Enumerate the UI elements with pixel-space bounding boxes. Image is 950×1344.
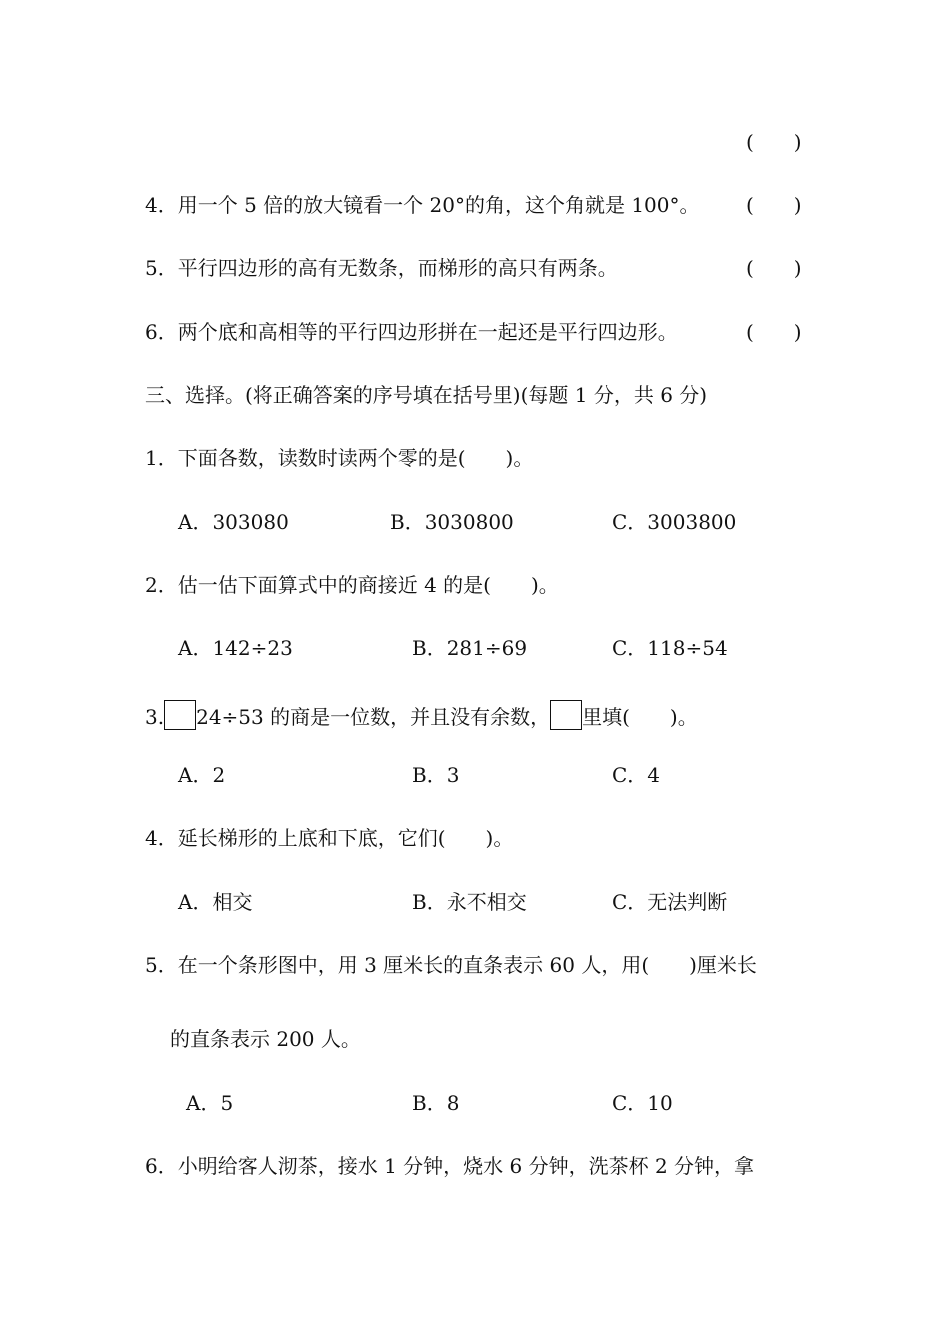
blank-box (550, 700, 582, 730)
judge-paren-6: ( ) (746, 320, 802, 344)
question-6-stem: 6．小明给客人沏茶，接水 1 分钟，烧水 6 分钟，洗茶杯 2 分钟，拿 (145, 1154, 755, 1178)
question-3-option-b: B．3 (412, 763, 460, 787)
question-2-option-c: C．118÷54 (612, 636, 728, 660)
question-5-option-c: C．10 (612, 1091, 673, 1115)
question-4-option-a: A．相交 (178, 890, 253, 914)
judge-item-5: 5．平行四边形的高有无数条，而梯形的高只有两条。 (145, 256, 618, 280)
question-2-option-b: B．281÷69 (412, 636, 528, 660)
question-5-option-a: A．5 (186, 1091, 234, 1115)
question-3-option-a: A．2 (178, 763, 226, 787)
judge-paren-5: ( ) (746, 256, 802, 280)
question-4-option-b: B．永不相交 (412, 890, 527, 914)
question-5-stem-line-1: 5．在一个条形图中，用 3 厘米长的直条表示 60 人，用( )厘米长 (145, 953, 757, 977)
question-1-stem: 1．下面各数，读数时读两个零的是( )。 (145, 446, 534, 470)
question-5-stem-line-2: 的直条表示 200 人。 (170, 1027, 361, 1051)
judge-item-4: 4．用一个 5 倍的放大镜看一个 20°的角，这个角就是 100°。 (145, 193, 700, 217)
question-2-stem: 2．估一估下面算式中的商接近 4 的是( )。 (145, 573, 559, 597)
question-4-stem: 4．延长梯形的上底和下底，它们( )。 (145, 826, 514, 850)
section-heading: 三、选择。(将正确答案的序号填在括号里)(每题 1 分，共 6 分) (145, 383, 708, 407)
question-3-stem (145, 700, 698, 730)
question-1-option-a: A．303080 (178, 510, 289, 534)
judge-paren-4: ( ) (746, 193, 802, 217)
question-2-option-a: A．142÷23 (178, 636, 293, 660)
blank-box (164, 700, 196, 730)
question-1-option-b: B．3030800 (390, 510, 514, 534)
question-3-option-c: C．4 (612, 763, 661, 787)
judge-paren-prev: ( ) (746, 130, 802, 154)
judge-item-6: 6．两个底和高相等的平行四边形拼在一起还是平行四边形。 (145, 320, 678, 344)
question-3-middle: 24÷53 的商是一位数，并且没有余数， (196, 705, 551, 729)
question-1-option-c: C．3003800 (612, 510, 737, 534)
question-5-option-b: B．8 (412, 1091, 460, 1115)
question-3-suffix: 里填( )。 (582, 705, 698, 729)
question-3-number: 3. (145, 705, 165, 729)
question-4-option-c: C．无法判断 (612, 890, 728, 914)
